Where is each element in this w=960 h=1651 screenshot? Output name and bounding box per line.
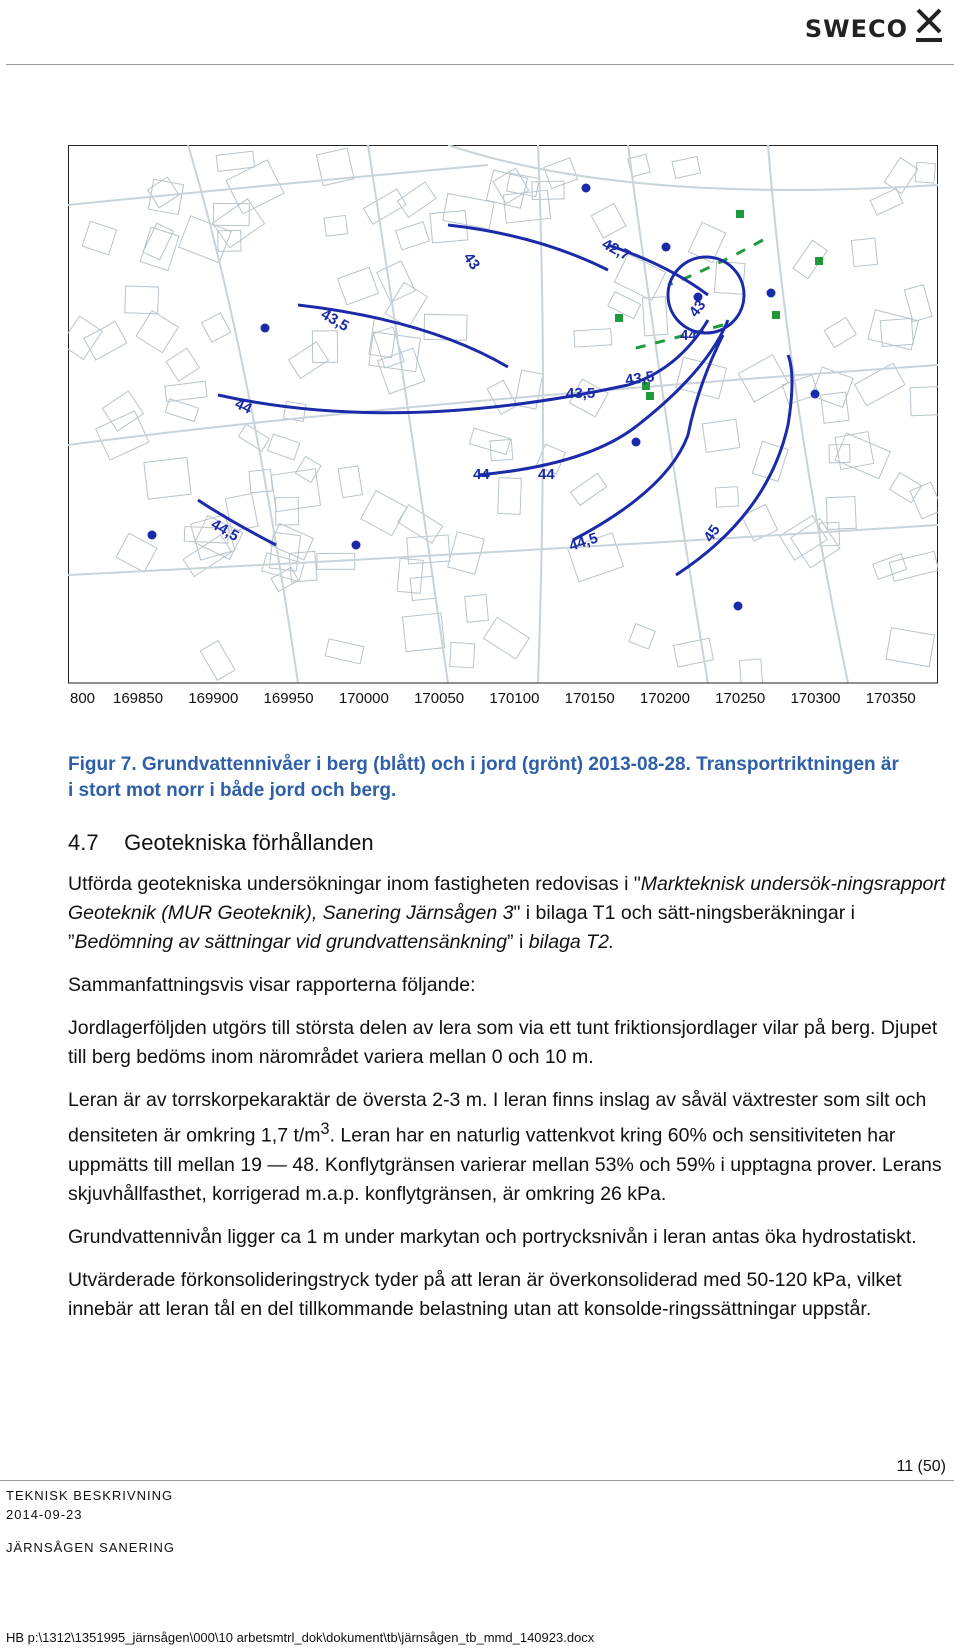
paragraph-2: Sammanfattningsvis visar rapporterna följande:: [68, 974, 476, 996]
header-divider: [6, 64, 954, 65]
sweco-logo: [805, 6, 946, 51]
x-axis-tick-label: 170300: [790, 690, 841, 707]
rock-measurement-point: [148, 531, 157, 540]
footer-info: [6, 1486, 175, 1557]
section-body: [68, 870, 948, 1338]
contour-label: 44: [473, 466, 490, 483]
soil-measurement-point: [772, 311, 780, 319]
rock-measurement-point: [632, 438, 641, 447]
soil-measurement-point: [736, 210, 744, 218]
caption-line-1: Figur 7. Grundvattennivåer i berg (blått) och i jord (grönt) 2013-08-28. Transportriktningen är: [68, 754, 899, 775]
x-axis-tick-label: 170000: [338, 690, 389, 707]
footer-doc-type: TEKNISK BESKRIVNING: [6, 1488, 174, 1503]
rock-measurement-point: [811, 390, 820, 399]
x-axis-tick-label: 169950: [263, 690, 314, 707]
p1-text-a: Utförda geotekniska undersökningar inom fastigheten redovisas i ": [68, 873, 641, 895]
page-number: 11 (50): [896, 1458, 946, 1475]
footer-date: 2014-09-23: [6, 1507, 83, 1522]
rock-measurement-point: [767, 289, 776, 298]
footer-divider: [0, 1480, 954, 1481]
p1-text-c: " i bilaga T1 och sätt-ningsberäkningar i ”: [68, 902, 855, 953]
x-axis-tick-label: 169850: [113, 690, 164, 707]
rock-measurement-point: [734, 602, 743, 611]
sweco-mark-icon: [912, 6, 946, 51]
p1-assessment-title: Bedömning av sättningar vid grundvattensänkning: [74, 931, 508, 953]
p1-report-title: Markteknisk undersök-ningsrapport Geoteknik (MUR Geoteknik), Sanering Järnsågen 3: [68, 873, 946, 924]
x-axis-tick-label: 170250: [715, 690, 766, 707]
contour-label: 43,5: [566, 385, 596, 402]
rock-measurement-point: [261, 324, 270, 333]
rock-measurement-point: [352, 541, 361, 550]
contour-label: 44,5: [566, 529, 601, 555]
soil-measurement-point: [815, 257, 823, 265]
x-axis-tick-label: 169900: [188, 690, 239, 707]
contour-label: 44: [232, 395, 255, 418]
contour-label: 44: [680, 327, 697, 344]
logo-text: SWECO: [804, 14, 908, 43]
x-axis-tick-label: 170200: [639, 690, 690, 707]
contour-label: 44: [538, 466, 555, 483]
x-axis-tick-label: 170350: [865, 690, 916, 707]
soil-measurement-point: [646, 392, 654, 400]
paragraph-3: Jordlagerföljden utgörs till största delen av lera som via ett tunt friktionsjordlager vilar på berg. Djupet till berg bedöms inom närområdet variera mellan 0 och 10 m.: [68, 1017, 938, 1068]
footer-project: JÄRNSÅGEN SANERING: [6, 1540, 175, 1555]
rock-measurement-point: [662, 243, 671, 252]
footer-file-path: HB p:\1312\1351995_järnsågen\000\10 arbetsmtrl_dok\dokument\tb\järnsågen_tb_mmd_140923.docx: [6, 1630, 595, 1645]
x-axis-tick-label: 170100: [489, 690, 540, 707]
paragraph-5: Grundvattennivån ligger ca 1 m under markytan och portrycksnivån i leran antas öka hydrostatiskt.: [68, 1225, 917, 1248]
contour-label: 43,5: [318, 305, 352, 336]
contour-label: 45: [700, 521, 724, 546]
paragraph-6: Utvärderade förkonsolideringstryck tyder på att leran är överkonsoliderad med 50-120 kPa, vilket innebär att leran tål en del tillkommande belastning utan att konsolde-ringssättningar uppstår.: [68, 1268, 902, 1320]
paragraph-4: [68, 1086, 948, 1209]
section-heading: [68, 830, 374, 856]
contour-label: 43: [459, 249, 484, 273]
contour-label: 43,5: [624, 368, 656, 389]
p4-superscript: 3: [320, 1120, 330, 1138]
caption-line-2: i stort mot norr i både jord och berg.: [68, 780, 397, 801]
rock-measurement-point: [582, 184, 591, 193]
x-axis-tick-label: 800: [70, 690, 96, 707]
contour-label: 43: [685, 296, 710, 321]
section-number: 4.7: [68, 830, 99, 855]
section-title: Geotekniska förhållanden: [124, 830, 374, 855]
p4-text-a: Leran är av torrskorpekaraktär de översta 2-3 m. I leran finns inslag av såväl växtrester som silt och densiteten är omkring 1,7 t/m: [68, 1089, 927, 1147]
soil-measurement-point: [615, 314, 623, 322]
paragraph-1: [68, 870, 948, 957]
contour-label: 42,7: [599, 235, 633, 265]
p4-text-b: . Leran har en naturlig vattenkvot kring 60% och sensitiviteten har uppmätts till mellan 19 — 48. Konflytgränsen varierar mellan 53% och 59% i upptagna prover. Lerans skjuvhållfasthet, korrigerad m.a.p. konflytgränsen, är omkring 26 kPa.: [68, 1124, 942, 1205]
figure-caption: [68, 752, 948, 804]
x-axis-tick-label: 170150: [564, 690, 615, 707]
x-axis-tick-label: 170050: [414, 690, 465, 707]
p1-text-e: ” i: [507, 931, 529, 953]
contour-label: 44,5: [208, 515, 242, 546]
groundwater-map: [68, 145, 938, 740]
p1-appendix: bilaga T2.: [528, 931, 615, 953]
